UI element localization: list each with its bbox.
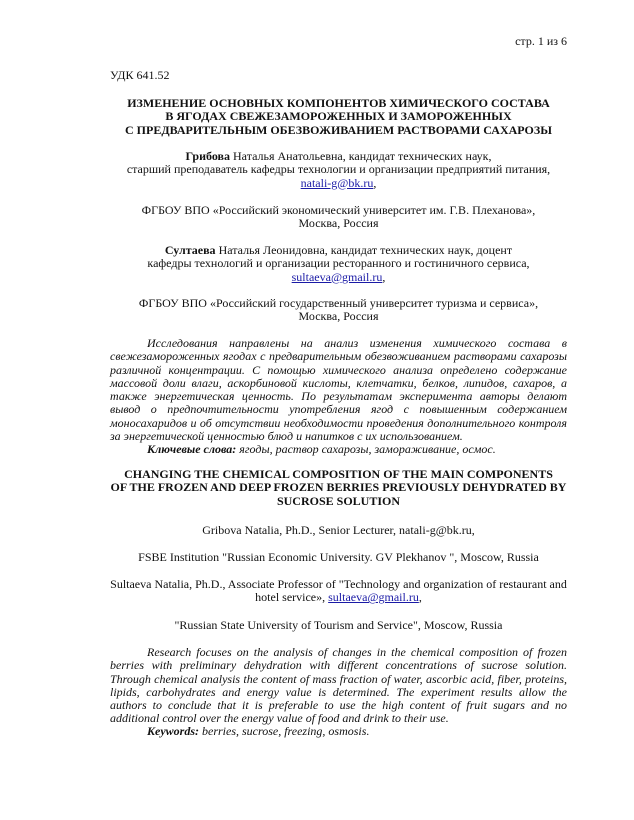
ru-author-1 <box>100 150 577 190</box>
author-email-link[interactable]: sultaeva@gmail.ru <box>291 269 383 284</box>
en-title <box>100 468 577 508</box>
author-position: кафедры технологий и организации ресторанного и гостиничного сервиса, <box>147 256 530 271</box>
udc-code: УДК 641.52 <box>110 68 170 82</box>
affiliation-name: ФГБОУ ВПО «Российский государственный университет туризма и сервиса», <box>138 296 539 310</box>
affiliation-city: Москва, Россия <box>298 309 379 324</box>
keywords-label: Ключевые слова: <box>147 442 237 456</box>
ru-title-line: ИЗМЕНЕНИЕ ОСНОВНЫХ КОМПОНЕНТОВ ХИМИЧЕСКОГО СОСТАВА <box>127 96 550 110</box>
ru-title-line: С ПРЕДВАРИТЕЛЬНЫМ ОБЕЗВОЖИВАНИЕМ РАСТВОРАМИ САХАРОЗЫ <box>124 122 552 137</box>
punctuation: , <box>373 175 377 190</box>
ru-author-2 <box>110 244 567 284</box>
affiliation-name: ФГБОУ ВПО «Российский экономический университет им. Г.В. Плеханова», <box>141 203 536 217</box>
en-title-line: OF THE FROZEN AND DEEP FROZEN BERRIES PREVIOUSLY DEHYDRATED BY <box>110 480 567 495</box>
en-title-line: CHANGING THE CHEMICAL COMPOSITION OF THE MAIN COMPONENTS <box>124 467 553 481</box>
keywords-list: berries, sucrose, freezing, osmosis. <box>199 724 370 738</box>
en-affiliation-2: "Russian State University of Tourism and Service", Moscow, Russia <box>174 618 503 632</box>
en-keywords <box>110 725 567 738</box>
en-title-line: SUCROSE SOLUTION <box>276 493 401 508</box>
ru-title-line: В ЯГОДАХ СВЕЖЕЗАМОРОЖЕННЫХ И ЗАМОРОЖЕННЫХ <box>165 109 512 124</box>
author-email-link[interactable]: sultaeva@gmail.ru <box>328 590 419 605</box>
author-position: старший преподаватель кафедры технологии и организации предприятий питания, <box>126 162 551 177</box>
en-author-1: Gribova Natalia, Ph.D., Senior Lecturer, natali-g@bk.ru, <box>202 523 475 537</box>
punctuation: , <box>382 269 386 284</box>
author-details: Наталья Леонидовна, кандидат технических наук, доцент <box>215 243 513 257</box>
ru-affiliation-1 <box>110 204 567 231</box>
author-email-link[interactable]: natali-g@bk.ru <box>300 175 374 190</box>
punctuation: , <box>418 590 422 605</box>
author-details: hotel service», <box>255 590 329 605</box>
en-author-2 <box>104 578 573 605</box>
keywords-label: Keywords: <box>147 724 199 738</box>
author-surname: Султаева <box>164 243 216 257</box>
page-number: стр. 1 из 6 <box>515 34 567 48</box>
author-details: Sultaeva Natalia, Ph.D., Associate Professor of "Technology and organization of restaurant and <box>110 577 567 591</box>
author-surname: Грибова <box>185 149 231 163</box>
keywords-list: ягоды, раствор сахарозы, замораживание, осмос. <box>236 442 496 456</box>
en-abstract: Research focuses on the analysis of changes in the chemical composition of frozen berries with preliminary dehydration with different concentrations of sucrose solution. Through chemical analysis the content of mass fraction of water, ascorbic acid, fiber, proteins, lipids, carbohydrates and energy value is determined. The experiment results allow the authors to conclude that it is preferable to use the high content of fruit sugars and no additional control over the energy value of food and drink to their use. <box>110 645 567 726</box>
ru-keywords <box>110 443 567 456</box>
author-details: Наталья Анатольевна, кандидат технических наук, <box>230 149 492 163</box>
affiliation-city: Москва, Россия <box>298 216 379 231</box>
ru-abstract: Исследования направлены на анализ изменения химического состава в свежезамороженных ягодах с предварительным обезвоживанием растворами сахарозы различной концентрации. С помощью химического анализа определено содержание массовой доли влаги, аскорбиновой кислоты, клетчатки, белков, липидов, сахаров, а также энергетическая ценность. По результатам эксперимента авторы делают вывод о предпочтительности употребления ягод с повышенным содержанием моносахаридов и об отсутствии необходимости проведения дополнительного контроля за энергетической ценностью блюд и напитков с их использованием. <box>110 336 567 444</box>
ru-title <box>110 97 567 137</box>
en-affiliation-1: FSBE Institution "Russian Economic University. GV Plekhanov ", Moscow, Russia <box>138 550 539 564</box>
ru-affiliation-2 <box>110 297 567 324</box>
